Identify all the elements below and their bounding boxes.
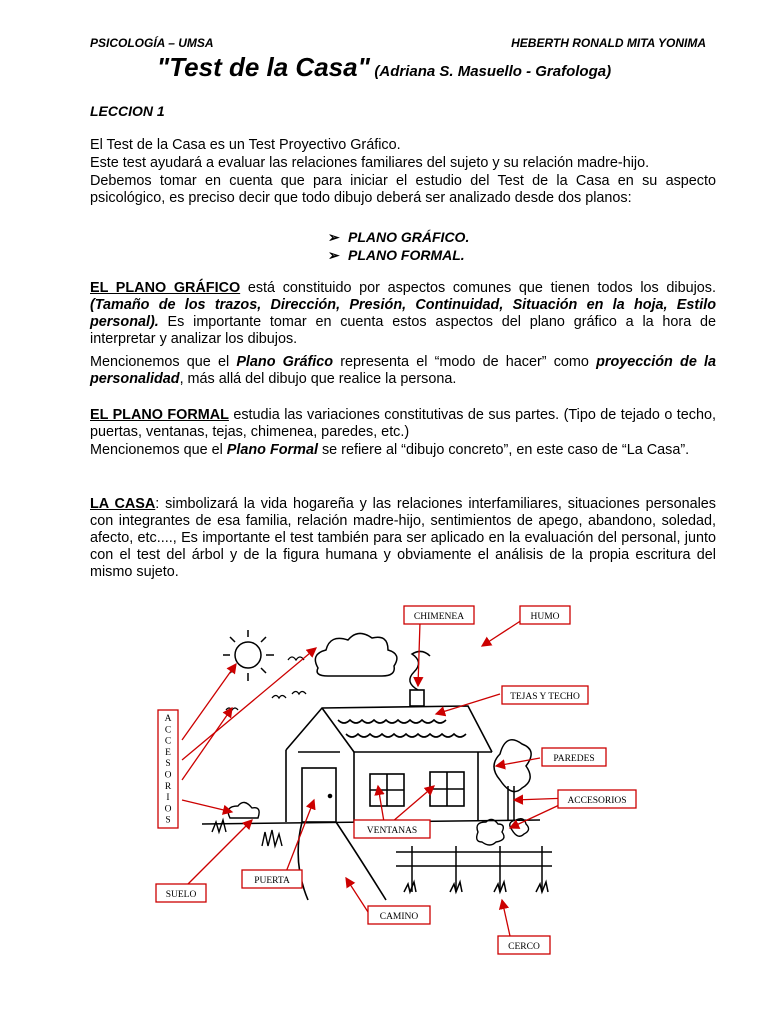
la-casa-heading: LA CASA xyxy=(90,496,156,512)
planes-item-grafico xyxy=(328,228,469,246)
la-casa-text: : simbolizará la vida hogareña y las relaciones interfamiliares, situaciones personales con integrantes de esa familia, relación madre-hijo, sentimientos de apego, abandono, soledad, afecto, etc...., Es importante el test también para ser aplicado en la evaluación del personal, junto con el test del árbol y de la figura humana y obviamente el análisis de la propia escritura del mismo sujeto. xyxy=(90,496,716,580)
accesorios-vertical-label xyxy=(165,714,172,826)
plano-grafico-emph-2: proyección de la personalidad xyxy=(90,354,716,387)
planes-item-grafico-label: PLANO GRÁFICO. xyxy=(348,229,470,245)
plano-grafico-text: está constituido por aspectos comunes que tienen todos los dibujos. xyxy=(240,280,716,296)
label-chimenea xyxy=(404,606,474,624)
label-chimenea-text: CHIMENEA xyxy=(413,612,465,622)
header-left: PSICOLOGÍA – UMSA xyxy=(90,36,214,50)
label-ventanas xyxy=(354,820,430,838)
plano-formal-text-2: Mencionemos que el xyxy=(90,442,227,458)
birds-icon xyxy=(226,657,306,710)
arrow-bullet-icon: ➢ xyxy=(328,247,340,263)
intro-line-2: Este test ayudará a evaluar las relaciones familiares del sujeto y su relación madre-hijo. xyxy=(90,155,650,171)
vertical-letter: O xyxy=(164,804,172,815)
vertical-letter: R xyxy=(164,781,172,792)
house-diagram xyxy=(0,590,768,970)
plano-grafico-paragraph-2 xyxy=(90,354,716,388)
plano-grafico-aspects: (Tamaño de los trazos, Dirección, Presión, Continuidad, Situación en la hoja, Estilo personal). xyxy=(90,297,716,330)
label-tejas-text: TEJAS Y TECHO xyxy=(510,692,580,702)
label-suelo xyxy=(156,884,206,902)
cloud-icon xyxy=(315,633,397,676)
vertical-letter: S xyxy=(165,759,171,770)
plano-grafico-paragraph xyxy=(90,280,716,348)
plano-formal-text-3: se refiere al “dibujo concreto”, en este caso de “La Casa”. xyxy=(317,442,690,458)
header-right: HEBERTH RONALD MITA YONIMA xyxy=(511,36,706,50)
label-accesorios xyxy=(558,790,636,808)
la-casa-paragraph xyxy=(90,496,716,581)
label-camino xyxy=(368,906,430,924)
plano-formal-heading: EL PLANO FORMAL xyxy=(90,407,229,423)
sun-icon xyxy=(223,630,274,681)
lesson-heading: LECCION 1 xyxy=(90,103,165,119)
intro-line-1: El Test de la Casa es un Test Proyectivo Gráfico. xyxy=(90,137,401,153)
label-cerco-text: CERCO xyxy=(508,942,540,952)
tree-icon xyxy=(494,740,531,820)
red-arrows xyxy=(182,620,570,936)
label-tejas xyxy=(502,686,588,704)
plano-grafico-text-3: Mencionemos que el xyxy=(90,354,237,370)
planes-item-formal xyxy=(328,246,469,264)
document-title xyxy=(0,52,768,83)
label-cerco xyxy=(498,936,550,954)
planes-item-formal-label: PLANO FORMAL. xyxy=(348,247,465,263)
label-humo-text: HUMO xyxy=(530,612,560,622)
intro-paragraph: Debemos tomar en cuenta que para iniciar el estudio del Test de la Casa en su aspecto psicológico, es preciso decir que todo dibujo deberá ser analizado desde dos planos: xyxy=(90,173,716,206)
planes-list xyxy=(328,228,469,264)
title-main: "Test de la Casa" xyxy=(156,52,370,82)
label-puerta xyxy=(242,870,302,888)
label-humo xyxy=(520,606,570,624)
label-paredes-text: PAREDES xyxy=(553,754,595,764)
label-puerta-text: PUERTA xyxy=(254,876,290,886)
plano-formal-text: estudia las variaciones constitutivas de sus partes. (Tipo de tejado o techo, puertas, ventanas, tejas, chimenea, paredes, etc.) xyxy=(90,407,716,440)
fence-icon xyxy=(396,846,552,892)
plano-grafico-text-5: , más allá del dibujo que realice la persona. xyxy=(179,371,457,387)
plano-formal-emph: Plano Formal xyxy=(226,442,318,458)
plano-formal-paragraph-2 xyxy=(90,442,716,459)
vertical-letter: E xyxy=(165,747,171,758)
plano-grafico-text-4: representa el “modo de hacer” como xyxy=(333,354,597,370)
vertical-letter: O xyxy=(164,770,172,781)
smoke-icon xyxy=(410,651,430,690)
label-suelo-text: SUELO xyxy=(165,890,197,900)
plano-grafico-heading: EL PLANO GRÁFICO xyxy=(90,280,241,296)
label-paredes xyxy=(542,748,606,766)
plano-grafico-text-2: Es importante tomar en cuenta estos aspectos del plano gráfico a la hora de interpretar y analizar los dibujos. xyxy=(90,314,716,347)
house-drawing xyxy=(202,690,540,900)
vertical-letter: S xyxy=(165,815,171,826)
vertical-letter: I xyxy=(166,793,170,804)
plano-formal-paragraph xyxy=(90,407,716,441)
title-subtitle: (Adriana S. Masuello - Grafologa) xyxy=(374,63,612,80)
vertical-letter: C xyxy=(164,736,172,747)
label-camino-text: CAMINO xyxy=(379,912,419,922)
vertical-letter: A xyxy=(164,714,172,724)
label-ventanas-text: VENTANAS xyxy=(366,826,418,836)
label-accesorios-text: ACCESORIOS xyxy=(567,796,627,806)
vertical-letter: C xyxy=(164,725,172,736)
arrow-bullet-icon: ➢ xyxy=(328,229,340,245)
plano-grafico-emph: Plano Gráfico xyxy=(236,354,334,370)
